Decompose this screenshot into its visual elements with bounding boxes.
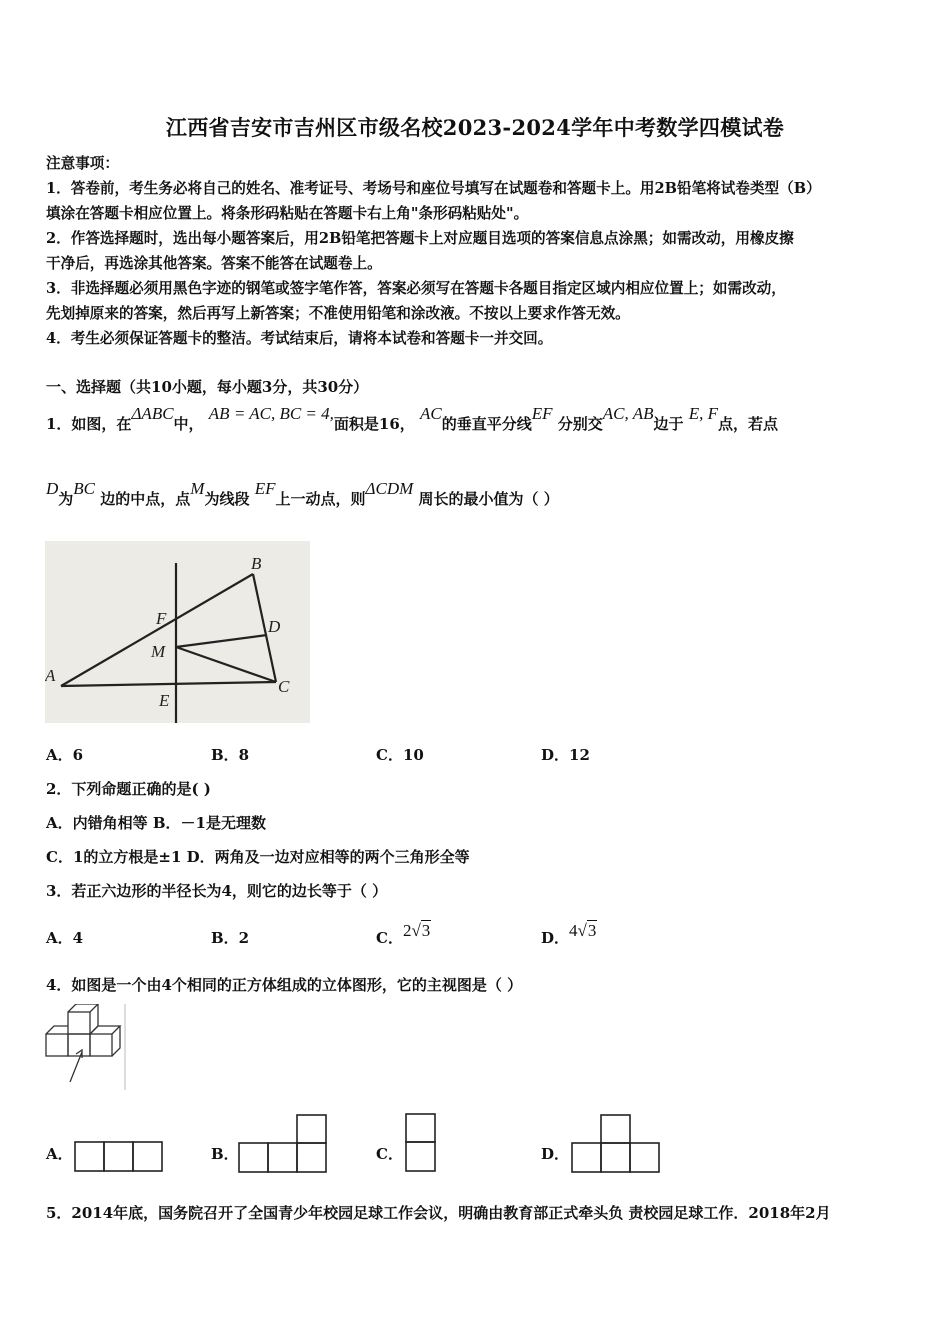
- q4-option-b-label[interactable]: B．: [211, 1145, 239, 1163]
- label-M: M: [151, 642, 166, 661]
- cube-solid-figure: [44, 1004, 128, 1090]
- question-5-line-1: 5．2014年底，国务院召开了全国青少年校园足球工作会议，明确由教育部正式牵头负 责校园足球工作．2018年2月: [46, 1204, 831, 1222]
- q4-option-d-label[interactable]: D．: [541, 1145, 570, 1163]
- q4-option-a-view[interactable]: [74, 1141, 164, 1173]
- q4-option-b-view[interactable]: [238, 1114, 328, 1174]
- notes-line: 2．作答选择题时，选出每小题答案后，用2B铅笔把答题卡上对应题目选项的答案信息点涂黑；如需改动，用橡皮擦: [46, 230, 794, 247]
- question-2-stem: 2．下列命题正确的是( ): [46, 780, 211, 798]
- label-F: F: [156, 609, 167, 628]
- notes-line: 4．考生必须保证答题卡的整洁。考试结束后，请将本试卷和答题卡一并交回。: [46, 330, 553, 347]
- notes-heading: 注意事项：: [46, 155, 119, 172]
- notes-line: 1．答卷前，考生务必将自己的姓名、准考证号、考场号和座位号填写在试题卷和答题卡上。用2B铅笔将试卷类型（B）: [46, 180, 821, 197]
- label-D: D: [268, 617, 281, 636]
- q1-option-d[interactable]: D．12: [541, 746, 590, 764]
- q3-option-c[interactable]: C．2√3: [376, 921, 431, 947]
- label-E: E: [159, 691, 170, 710]
- label-B: B: [251, 554, 262, 573]
- q3-option-a[interactable]: A．4: [46, 929, 84, 947]
- q4-option-c-view[interactable]: [405, 1113, 437, 1173]
- q1-option-a[interactable]: A．6: [46, 746, 84, 764]
- q3-option-d[interactable]: D．4√3: [541, 921, 597, 947]
- q4-option-a-label[interactable]: A．: [46, 1145, 73, 1163]
- label-C: C: [278, 677, 290, 696]
- q4-option-d-view[interactable]: [571, 1114, 661, 1174]
- q2-options-row-2[interactable]: C．1的立方根是±1 D．两角及一边对应相等的两个三角形全等: [46, 848, 470, 866]
- question-3-stem: 3．若正六边形的半径长为4，则它的边长等于（ ）: [46, 882, 388, 900]
- q3-option-b[interactable]: B．2: [211, 929, 250, 947]
- label-A: A: [45, 666, 56, 685]
- section-heading: 一、选择题（共10小题，每小题3分，共30分）: [46, 378, 369, 396]
- q1-option-b[interactable]: B．8: [211, 746, 250, 764]
- page-title: 江西省吉安市吉州区市级名校2023-2024学年中考数学四模试卷: [165, 115, 785, 140]
- q1-option-c[interactable]: C．10: [376, 746, 424, 764]
- question-4-stem: 4．如图是一个由4个相同的正方体组成的立体图形，它的主视图是（ ）: [46, 976, 523, 994]
- notes-line: 先划掉原来的答案，然后再写上新答案；不准使用铅笔和涂改液。不按以上要求作答无效。: [46, 305, 630, 322]
- q2-options-row-1[interactable]: A．内错角相等 B．－1是无理数: [46, 814, 266, 832]
- triangle-figure: [45, 541, 310, 723]
- notes-line: 3．非选择题必须用黑色字迹的钢笔或签字笔作答，答案必须写在答题卡各题目指定区域内相应位置上；如需改动，: [46, 280, 786, 297]
- question-1-line-2: D为BC 边的中点，点M为线段 EF上一动点，则ΔCDM 周长的最小值为（ ）: [46, 479, 559, 508]
- question-1-line-1: 1．如图，在ΔABC中， AB = AC, BC = 4,面积是16， AC的垂直平分线EF 分别交AC, AB边于 E, F点，若点: [46, 404, 779, 433]
- q4-option-c-label[interactable]: C．: [376, 1145, 403, 1163]
- notes-line: 填涂在答题卡相应位置上。将条形码粘贴在答题卡右上角"条形码粘贴处"。: [46, 205, 529, 222]
- notes-line: 干净后，再选涂其他答案。答案不能答在试题卷上。: [46, 255, 382, 272]
